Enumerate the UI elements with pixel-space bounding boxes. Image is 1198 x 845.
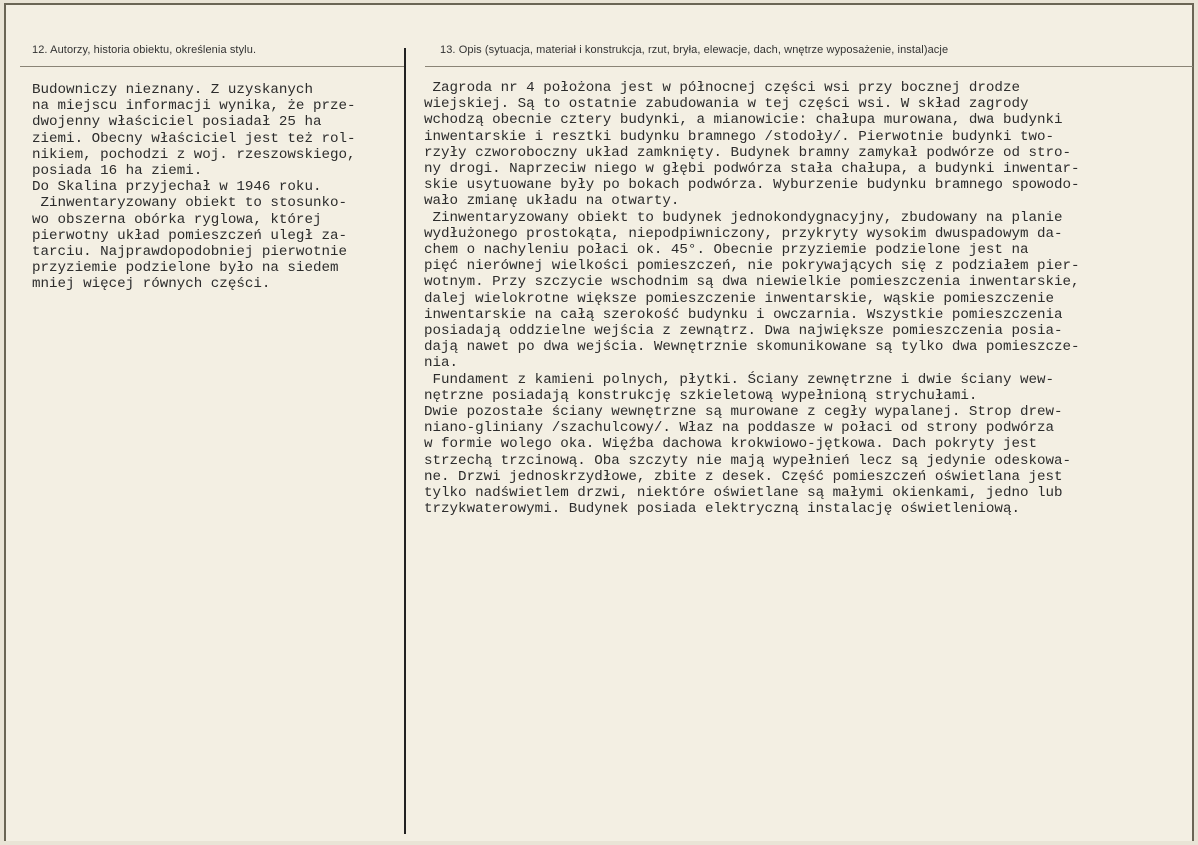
text-line: nętrzne posiadają konstrukcję szkieletową wypełnioną strychułami. bbox=[424, 387, 978, 404]
text-line: wydłużonego prostokąta, niepodpiwniczony, przykryty wysokim dwuspadowym da- bbox=[424, 225, 1063, 242]
text-line: pięć nierównej wielkości pomieszczeń, nie pokrywających się z podziałem pier- bbox=[424, 258, 1080, 275]
text-line: inwentarskie na całą szerokość budynku i owczarnia. Wszystkie pomieszczenia bbox=[424, 306, 1063, 323]
text-line: posiada 16 ha ziemi. bbox=[32, 163, 203, 180]
section-12-header: 12. Autorzy, historia obiektu, określenia stylu. bbox=[32, 44, 257, 56]
text-line: wo obszerna obórka ryglowa, której bbox=[32, 211, 322, 228]
text-line: Zinwentaryzowany obiekt to stosunko- bbox=[32, 195, 348, 212]
text-line: inwentarskie i resztki budynku bramnego /stodoły/. Pierwotnie budynki two- bbox=[424, 128, 1055, 145]
text-line: Budowniczy nieznany. Z uzyskanych bbox=[32, 82, 313, 98]
text-line: Do Skalina przyjechał w 1946 roku. bbox=[32, 179, 322, 196]
header-rule-right bbox=[425, 66, 1193, 67]
text-line: strzechą trzcinową. Oba szczyty nie mają wypełnień lecz są jedynie odeskowa- bbox=[424, 452, 1072, 469]
text-line: tarciu. Najprawdopodobniej pierwotnie bbox=[32, 244, 348, 261]
text-line: na miejscu informacji wynika, że prze- bbox=[32, 98, 356, 115]
text-line: pierwotny układ pomieszczeń uległ za- bbox=[32, 227, 348, 244]
text-line: wchodzą obecnie cztery budynki, a mianowicie: chałupa murowana, dwa budynki bbox=[424, 112, 1063, 129]
text-line: nia. bbox=[424, 355, 459, 372]
section-13-text bbox=[424, 80, 1080, 517]
text-line: Fundament z kamieni polnych, płytki. Ściany zewnętrzne i dwie ściany wew- bbox=[424, 371, 1055, 388]
text-line: ne. Drzwi jednoskrzydłowe, zbite z desek. Część pomieszczeń oświetlana jest bbox=[424, 468, 1063, 485]
text-line: ziemi. Obecny właściciel jest też rol- bbox=[32, 130, 356, 147]
text-line: Dwie pozostałe ściany wewnętrzne są murowane z cegły wypalanej. Strop drew- bbox=[424, 404, 1063, 421]
text-line: rzyły czworoboczny układ zamknięty. Budynek bramny zamykał podwórze od stro- bbox=[424, 144, 1072, 161]
section-13-header: 13. Opis (sytuacja, materiał i konstrukcja, rzut, bryła, elewacje, dach, wnętrze wyposażenie, instal)acje bbox=[440, 44, 949, 56]
text-line: chem o nachyleniu połaci ok. 45°. Obecnie przyziemie podzielone jest na bbox=[424, 242, 1029, 259]
text-line: przyziemie podzielone było na siedem bbox=[32, 260, 339, 277]
text-line: ny drogi. Naprzeciw niego w głębi podwórza stała chałupa, a budynki inwentar- bbox=[424, 161, 1080, 178]
text-line: w formie wolego oka. Więźba dachowa krokwiowo-jętkowa. Dach pokryty jest bbox=[424, 436, 1037, 453]
column-divider bbox=[404, 48, 406, 834]
text-line: dwojenny właściciel posiadał 25 ha bbox=[32, 114, 322, 131]
text-line: niano-gliniany /szachulcowy/. Właz na poddasze w połaci od strony podwórza bbox=[424, 420, 1055, 437]
section-12-text bbox=[32, 82, 356, 293]
text-line: trzykwaterowymi. Budynek posiada elektryczną instalację oświetleniową. bbox=[424, 501, 1020, 518]
text-line: skie usytuowane były po bokach podwórza. Wyburzenie budynku bramnego spowodo- bbox=[424, 177, 1080, 194]
header-rule-left bbox=[20, 66, 405, 67]
text-line: Zinwentaryzowany obiekt to budynek jednokondygnacyjny, zbudowany na planie bbox=[424, 209, 1063, 226]
text-line: nikiem, pochodzi z woj. rzeszowskiego, bbox=[32, 146, 356, 163]
text-line: Zagroda nr 4 położona jest w północnej części wsi przy bocznej drodze bbox=[424, 80, 1020, 96]
text-line: wotnym. Przy szczycie wschodnim są dwa niewielkie pomieszczenia inwentarskie, bbox=[424, 274, 1080, 291]
text-line: wiejskiej. Są to ostatnie zabudowania w tej części wsi. W skład zagrody bbox=[424, 96, 1029, 113]
text-line: dają nawet po dwa wejścia. Wewnętrznie skomunikowane są tylko dwa pomieszcze- bbox=[424, 339, 1080, 356]
text-line: wało zmianę układu na otwarty. bbox=[424, 193, 680, 210]
text-line: mniej więcej równych części. bbox=[32, 276, 271, 293]
text-line: posiadają oddzielne wejścia z zewnątrz. Dwa największe pomieszczenia posia- bbox=[424, 323, 1063, 340]
text-line: dalej wielokrotne większe pomieszczenie inwentarskie, wąskie pomieszczenie bbox=[424, 290, 1055, 307]
text-line: tylko nadświetlem drzwi, niektóre oświetlane są małymi okienkami, jedno lub bbox=[424, 485, 1063, 502]
